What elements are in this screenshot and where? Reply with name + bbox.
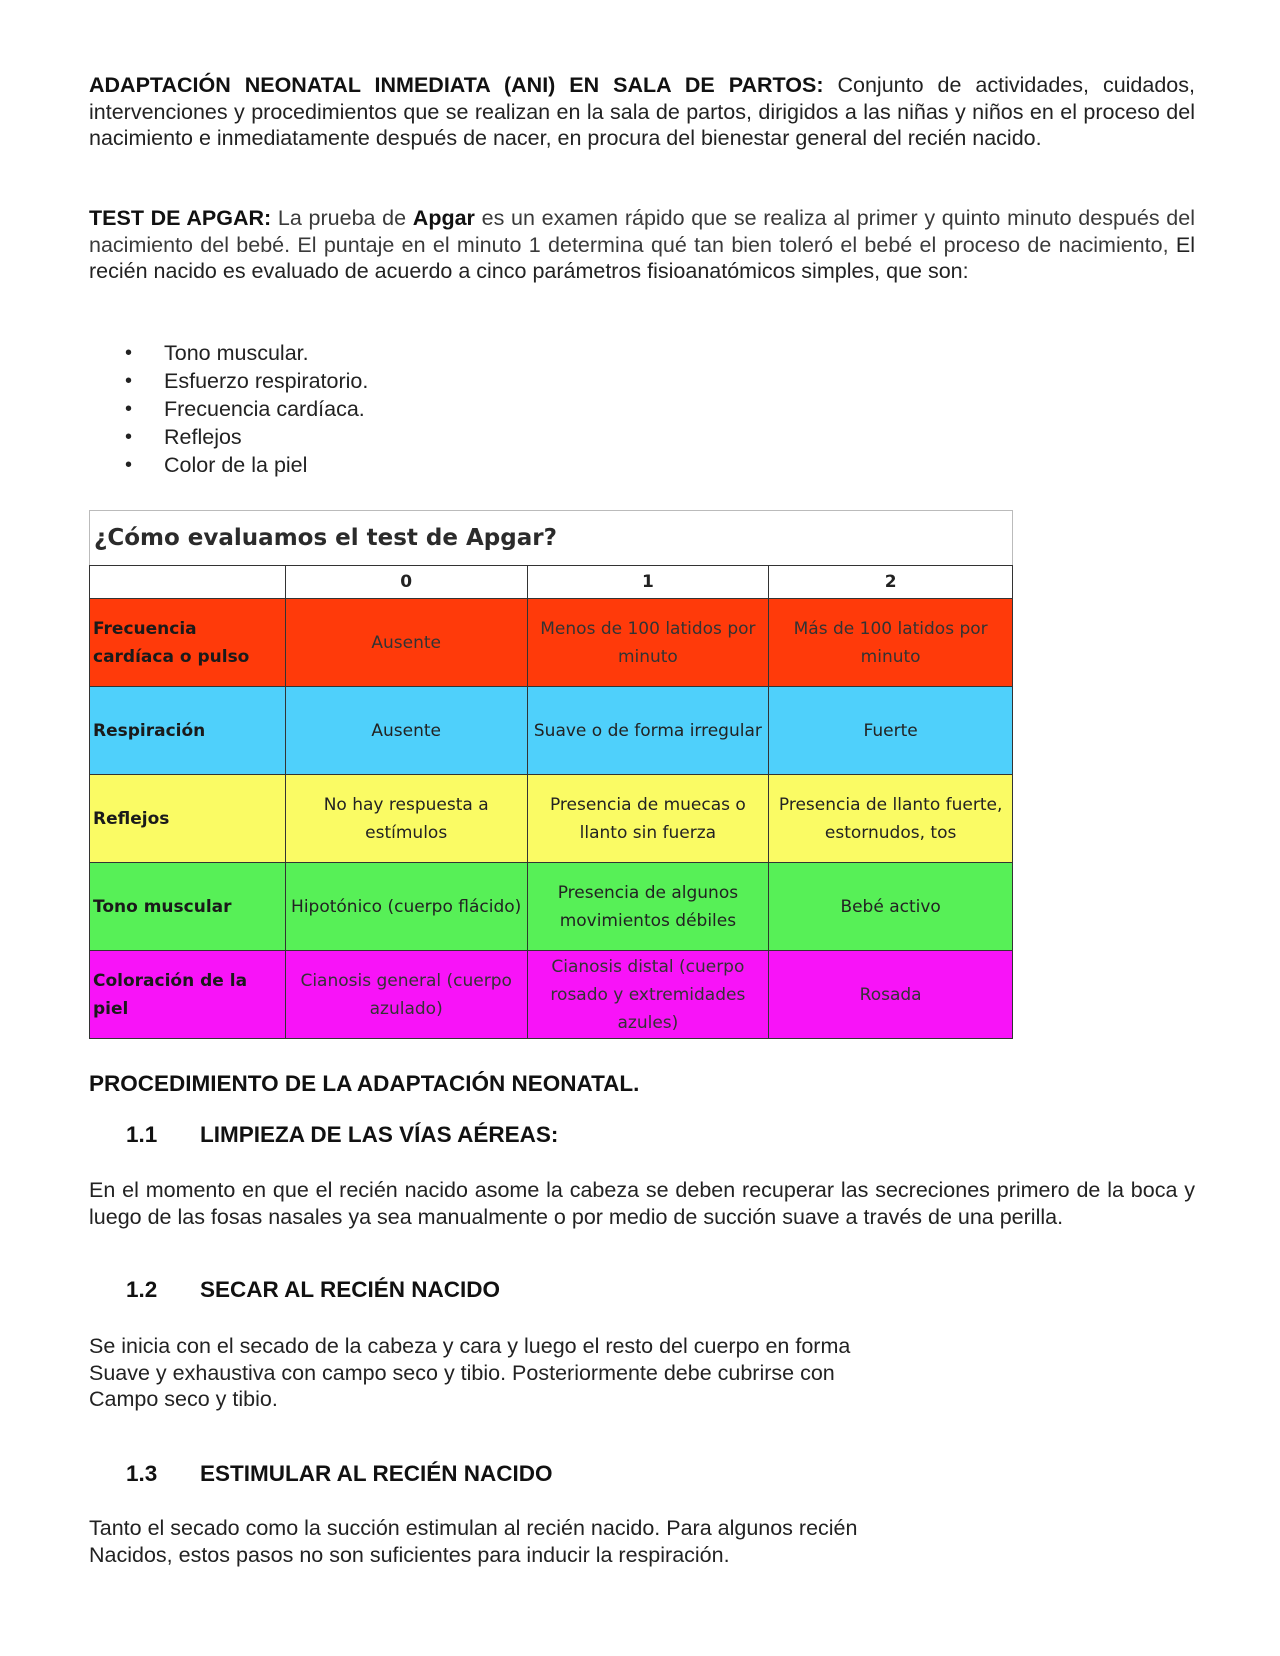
column-header: 0 <box>285 566 527 599</box>
table-cell: No hay respuesta a estímulos <box>285 775 527 863</box>
procedure-heading: PROCEDIMIENTO DE LA ADAPTACIÓN NEONATAL. <box>89 1071 640 1096</box>
table-cell: Rosada <box>769 951 1013 1039</box>
section-number: 1.2 <box>126 1277 158 1302</box>
apgar-table <box>89 510 1013 1039</box>
ani-section <box>89 72 1195 152</box>
table-cell: Presencia de muecas o llanto sin fuerza <box>527 775 769 863</box>
apgar-intro-part2: es un examen rápido que se realiza al primer y quinto minuto después del nacimiento del bebé. El puntaje en el minuto 1 determina qué tan bien toleró el bebé el proceso de nacimiento, <box>89 206 1195 257</box>
table-cell: Bebé activo <box>769 863 1013 951</box>
table-cell: Suave o de forma irregular <box>527 687 769 775</box>
table-row <box>90 775 1013 863</box>
ani-heading: ADAPTACIÓN NEONATAL INMEDIATA (ANI) EN SALA DE PARTOS: <box>89 73 824 97</box>
section-1-1-heading <box>126 1122 726 1150</box>
list-item: • Frecuencia cardíaca. <box>89 395 368 423</box>
table-title: ¿Cómo evaluamos el test de Apgar? <box>90 511 1013 566</box>
row-label: Coloración de la piel <box>90 951 286 1039</box>
section-1-3-body <box>89 1515 1195 1568</box>
section-1-2-line: Se inicia con el secado de la cabeza y cara y luego el resto del cuerpo en forma <box>89 1334 851 1358</box>
section-1-2-heading <box>126 1277 726 1305</box>
section-1-2-body <box>89 1333 1195 1413</box>
section-1-2-line: Campo seco y tibio. <box>89 1387 278 1411</box>
table-cell: Presencia de llanto fuerte, estornudos, tos <box>769 775 1013 863</box>
column-header <box>90 566 286 599</box>
section-1-1-body <box>89 1177 1195 1230</box>
ani-paragraph <box>89 72 1195 152</box>
list-item: • Reflejos <box>89 423 368 451</box>
list-item: • Esfuerzo respiratorio. <box>89 367 368 395</box>
table-cell: Ausente <box>285 599 527 687</box>
table-cell: Fuerte <box>769 687 1013 775</box>
section-1-2-line: Suave y exhaustiva con campo seco y tibio. Posteriormente debe cubrirse con <box>89 1360 835 1385</box>
table-title-row <box>90 511 1013 566</box>
list-item: • Color de la piel <box>89 451 368 479</box>
ani-body: Conjunto de actividades, cuidados, intervenciones y procedimientos que se realizan en la sala de partos, dirigidos a las niñas y niños en el proceso del nacimiento e inmediatamente después de nacer, en procura del bienestar general del recién nacido. <box>89 73 1195 150</box>
row-label: Frecuencia cardíaca o pulso <box>90 599 286 687</box>
column-header: 1 <box>527 566 769 599</box>
apgar-intro-part3: El recién nacido es evaluado de acuerdo a cinco parámetros fisioanatómicos simples, que son: <box>89 232 1195 283</box>
table-row <box>90 599 1013 687</box>
table-cell: Cianosis distal (cuerpo rosado y extremidades azules) <box>527 951 769 1039</box>
section-1-3-line: Tanto el secado como la succión estimulan al recién nacido. Para algunos recién <box>89 1516 858 1540</box>
column-header: 2 <box>769 566 1013 599</box>
row-label: Reflejos <box>90 775 286 863</box>
parameters-list-wrap <box>89 339 1195 484</box>
section-title: SECAR AL RECIÉN NACIDO <box>200 1277 501 1302</box>
table-cell: Menos de 100 latidos por minuto <box>527 599 769 687</box>
table-row <box>90 951 1013 1039</box>
row-label: Respiración <box>90 687 286 775</box>
apgar-heading: TEST DE APGAR: <box>89 206 272 230</box>
table-row <box>90 687 1013 775</box>
section-number: 1.3 <box>126 1461 158 1486</box>
table-row <box>90 863 1013 951</box>
section-1-1-paragraph: En el momento en que el recién nacido asome la cabeza se deben recuperar las secreciones primero de la boca y luego de las fosas nasales ya sea manualmente o por medio de succión suave a través de una perilla. <box>89 1178 1195 1229</box>
table-cell: Cianosis general (cuerpo azulado) <box>285 951 527 1039</box>
apgar-intro-paragraph <box>89 205 1195 285</box>
apgar-bold-word: Apgar <box>412 206 475 230</box>
table-cell: Ausente <box>285 687 527 775</box>
section-1-3-line: Nacidos, estos pasos no son suficientes para inducir la respiración. <box>89 1542 730 1567</box>
table-cell: Presencia de algunos movimientos débiles <box>527 863 769 951</box>
apgar-intro-section <box>89 205 1195 285</box>
section-title: ESTIMULAR AL RECIÉN NACIDO <box>200 1461 553 1486</box>
parameters-list <box>89 339 368 479</box>
list-item: • Tono muscular. <box>89 339 368 367</box>
table-cell: Hipotónico (cuerpo flácido) <box>285 863 527 951</box>
section-1-3-heading <box>126 1461 726 1489</box>
section-title: LIMPIEZA DE LAS VÍAS AÉREAS: <box>200 1122 559 1147</box>
table-cell: Más de 100 latidos por minuto <box>769 599 1013 687</box>
table-header-row <box>90 566 1013 599</box>
apgar-intro-part1: La prueba de <box>277 206 407 230</box>
section-number: 1.1 <box>126 1122 158 1147</box>
row-label: Tono muscular <box>90 863 286 951</box>
